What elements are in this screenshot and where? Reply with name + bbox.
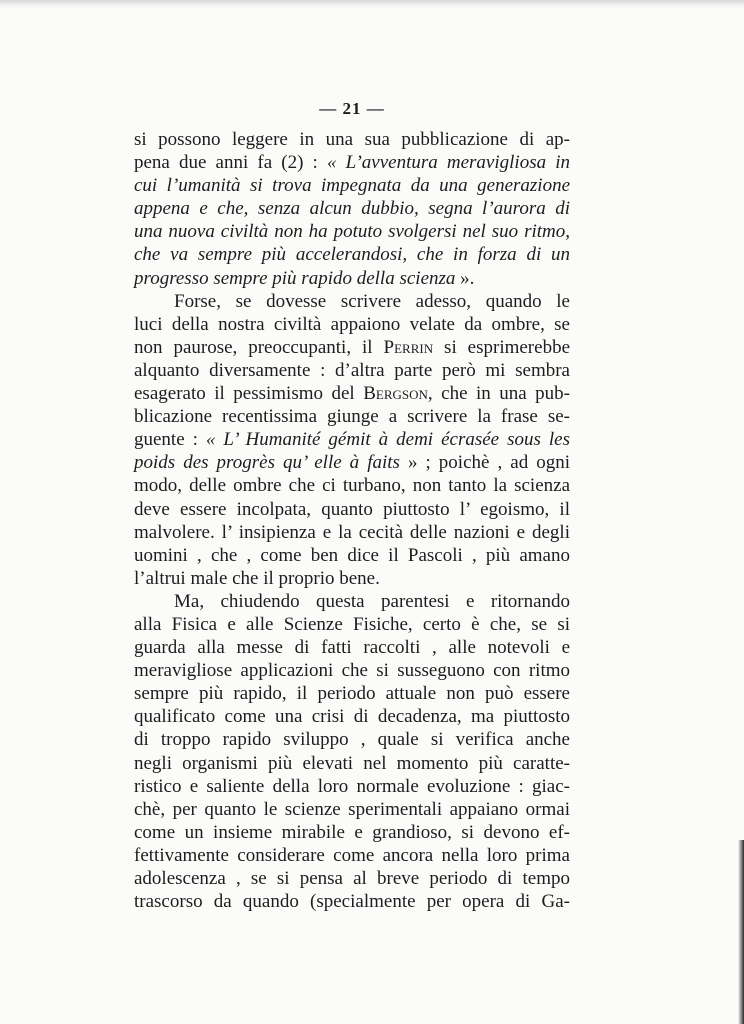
quotation-text: « L’ Humanité gémit à demi écrasée sous les	[205, 429, 570, 451]
text-segment: deve essere incolpata, quanto piuttosto l’ egoismo, il	[134, 498, 570, 520]
text-segment: non paurose, preoccupanti, il	[134, 336, 384, 358]
text-segment: modo, delle ombre che ci turbano, non tanto la scienza	[134, 475, 570, 497]
text-segment: ».	[455, 267, 475, 289]
text-segment: di troppo rapido sviluppo , quale si verifica anche	[134, 729, 570, 751]
text-segment: Ma, chiudendo questa parentesi e ritornando	[174, 590, 570, 612]
text-segment: malvolere. l’ insipienza e la cecità delle nazioni e degli	[134, 521, 570, 543]
text-segment: luci della nostra civiltà appaiono velate da ombre, se	[134, 313, 570, 335]
text-segment: come un insieme mirabile e grandioso, si devono ef-	[134, 821, 570, 843]
text-line	[134, 682, 570, 705]
quotation-text: « L’avventura meravigliosa in	[326, 152, 570, 174]
text-line	[134, 613, 570, 636]
author-name: Bergson	[363, 383, 428, 405]
text-segment: Forse, se dovesse scrivere adesso, quando le	[174, 290, 570, 312]
text-line	[134, 498, 570, 521]
text-line	[134, 544, 570, 567]
text-segment: meravigliose applicazioni che si susseguono con ritmo	[134, 660, 570, 682]
text-segment: si possono leggere in una sua pubblicazione di ap-	[134, 129, 570, 150]
quotation-text: poids des progrès qu’ elle à faits	[134, 452, 400, 474]
text-segment: blicazione recentissima giunge a scrivere la frase se-	[134, 406, 570, 428]
text-segment: ristico e saliente della loro normale evoluzione : giac-	[134, 775, 570, 797]
quotation-text: cui l’umanità si trova impegnata da una generazione	[134, 175, 570, 197]
text-segment: fettivamente considerare come ancora nella loro prima	[134, 844, 570, 866]
text-line	[134, 428, 570, 451]
text-line	[134, 659, 570, 682]
text-line	[134, 705, 570, 728]
text-segment: alquanto diversamente : d’altra parte però mi sembra	[134, 359, 570, 381]
text-line	[134, 798, 570, 821]
scan-right-edge	[738, 840, 744, 1024]
text-line	[134, 590, 570, 613]
text-segment: guarda alla messe di fatti raccolti , alle notevoli e	[134, 637, 570, 659]
text-segment: trascorso da quando (specialmente per opera di Ga-	[134, 891, 570, 913]
text-line	[134, 451, 570, 474]
body-text	[134, 128, 570, 913]
text-line	[134, 267, 570, 290]
text-line	[134, 728, 570, 751]
text-segment: alla Fisica e alle Scienze Fisiche, certo è che, se si	[134, 613, 570, 635]
page-number: — 21 —	[319, 99, 385, 118]
text-line	[134, 382, 570, 405]
text-line	[134, 243, 570, 266]
text-line	[134, 752, 570, 775]
text-line	[134, 359, 570, 382]
text-segment: esagerato il pessimismo del	[134, 383, 364, 405]
quotation-text: che va sempre più accelerandosi, che in forza di un	[134, 244, 570, 266]
text-line	[134, 128, 570, 151]
text-line	[134, 405, 570, 428]
text-line	[134, 775, 570, 798]
text-segment: , che in una pub-	[427, 383, 571, 405]
text-segment: adolescenza , se si pensa al breve periodo di tempo	[134, 868, 570, 889]
text-line	[134, 867, 570, 890]
quotation-text: progresso sempre più rapido della scienza	[134, 267, 456, 289]
text-segment: uomini , che , come ben dice il Pascoli , più amano	[134, 544, 570, 566]
text-segment: si esprimerebbe	[433, 336, 571, 358]
text-segment: qualificato come una crisi di decadenza, ma piuttosto	[134, 706, 570, 728]
text-line	[134, 821, 570, 844]
text-segment: » ; poichè , ad ogni	[399, 452, 570, 474]
text-line	[134, 567, 570, 590]
text-segment: negli organismi più elevati nel momento più caratte-	[134, 752, 570, 774]
text-segment: guente :	[134, 429, 206, 451]
text-line	[134, 313, 570, 336]
text-line	[134, 474, 570, 497]
text-line	[134, 197, 570, 220]
text-line	[134, 336, 570, 359]
text-segment: pena due anni fa (2) :	[134, 152, 327, 174]
text-segment: sempre più rapido, il periodo attuale non può essere	[134, 683, 570, 705]
text-line	[134, 844, 570, 867]
text-line	[134, 220, 570, 243]
text-segment: l’altrui male che il proprio bene.	[134, 567, 380, 589]
quotation-text: una nuova civiltà non ha potuto svolgersi nel suo ritmo,	[134, 221, 570, 243]
text-line	[134, 521, 570, 544]
text-line	[134, 290, 570, 313]
text-line	[134, 890, 570, 913]
quotation-text: appena e che, senza alcun dubbio, segna l’aurora di	[134, 198, 570, 220]
text-segment: chè, per quanto le scienze sperimentali appaiano ormai	[134, 798, 570, 820]
text-line	[134, 174, 570, 197]
author-name: Perrin	[383, 336, 434, 358]
scan-top-edge	[0, 0, 744, 10]
text-line	[134, 151, 570, 174]
text-line	[134, 636, 570, 659]
